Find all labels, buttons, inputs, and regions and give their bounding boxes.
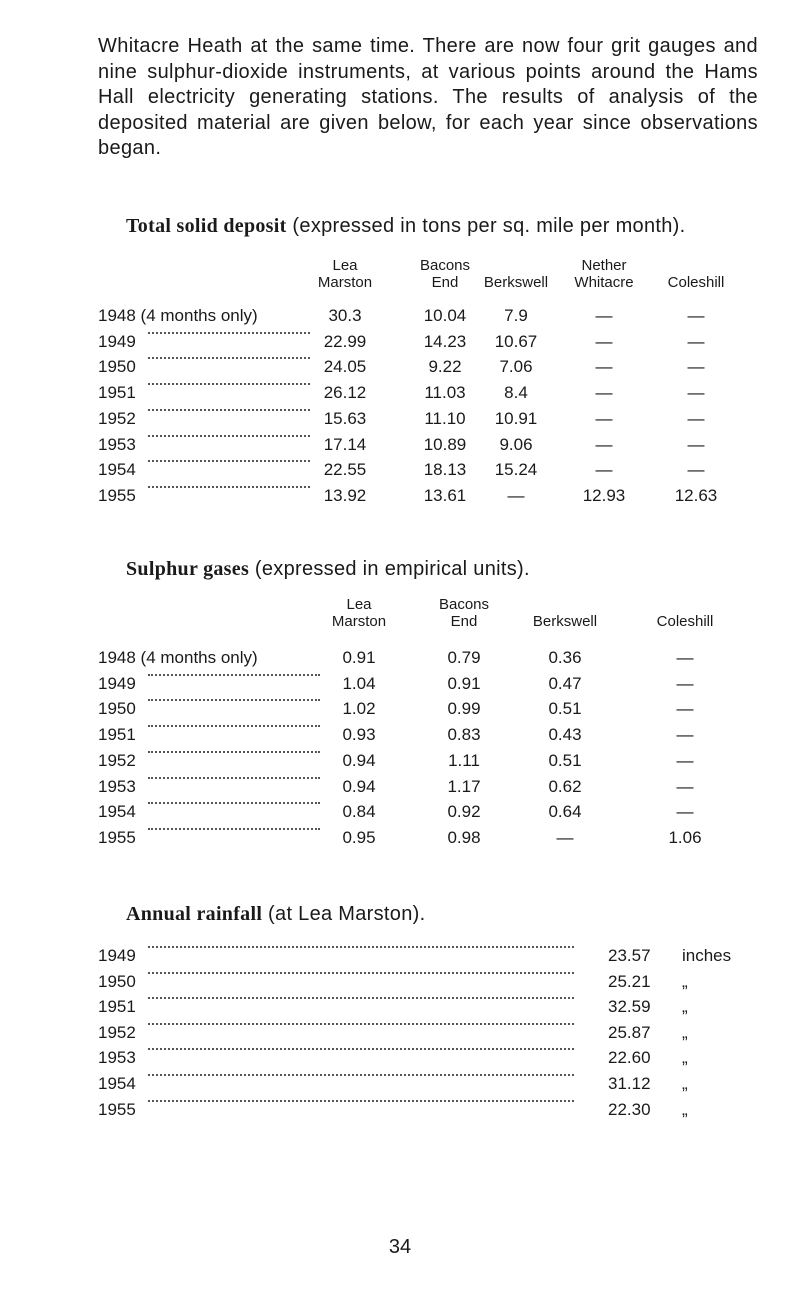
table-row — [98, 1074, 758, 1100]
rainfall-caption-bold: Annual rainfall — [126, 903, 263, 925]
table-cell: 1.06 — [668, 827, 702, 847]
table-cell: 0.91 — [447, 673, 481, 693]
table-cell: — — [507, 485, 525, 505]
row-year: 1950 — [98, 357, 136, 377]
table-cell: — — [687, 383, 705, 403]
table-cell: 26.12 — [323, 383, 367, 403]
dot-leader — [148, 1100, 574, 1102]
table-cell: — — [687, 434, 705, 454]
table-cell: 10.67 — [494, 331, 538, 351]
rainfall-unit: „ — [682, 1022, 688, 1042]
table-cell: 0.99 — [447, 699, 481, 719]
column-header: Bacons End — [419, 257, 471, 291]
table-cell: — — [595, 306, 613, 325]
table-cell: — — [676, 648, 694, 667]
table-row — [98, 1100, 758, 1126]
dot-leader — [148, 357, 310, 359]
table-cell: 13.92 — [323, 485, 367, 505]
table-cell: 0.51 — [548, 699, 582, 719]
table-cell: — — [595, 357, 613, 377]
dot-leader — [148, 383, 310, 385]
table-cell: 30.3 — [328, 306, 362, 325]
rainfall-unit: „ — [682, 1048, 688, 1068]
table-cell: 1.11 — [448, 750, 480, 770]
table-cell: 0.84 — [342, 802, 376, 822]
row-year: 1949 — [98, 331, 136, 351]
table-cell: — — [687, 357, 705, 377]
table-cell: 12.63 — [674, 485, 718, 505]
table-cell: — — [676, 673, 694, 693]
table-cell: 0.79 — [447, 648, 481, 667]
table-row — [98, 725, 758, 751]
table-cell: — — [595, 331, 613, 351]
table-row — [98, 1048, 758, 1074]
table-cell: 12.93 — [582, 485, 626, 505]
table-cell: 22.99 — [323, 331, 367, 351]
row-year: 1952 — [98, 408, 136, 428]
table-row — [98, 486, 758, 512]
table-cell: 0.83 — [447, 725, 481, 745]
table-cell: 10.91 — [494, 408, 538, 428]
row-year: 1948 (4 months only) — [98, 648, 258, 667]
table-cell: — — [687, 331, 705, 351]
table-cell: — — [687, 460, 705, 480]
deposit-caption — [126, 215, 686, 238]
row-year: 1955 — [98, 1099, 136, 1119]
table-cell: 0.91 — [342, 648, 376, 667]
table-row — [98, 699, 758, 725]
table-cell: 0.43 — [548, 725, 582, 745]
table-cell: 11.10 — [424, 408, 466, 428]
table-cell: 14.23 — [423, 331, 467, 351]
intro-paragraph: Whitacre Heath at the same time. There are now four grit gauges and nine sulphur-dioxide instruments, at various points around the Hams Hall electricity generating stations. The results of analysis of the deposited material are given below, for each year since observations began. — [98, 35, 758, 159]
table-cell: — — [676, 750, 694, 770]
table-cell: 24.05 — [323, 357, 367, 377]
table-row — [98, 1023, 758, 1049]
rainfall-unit: „ — [682, 1099, 688, 1119]
page-number: 34 — [388, 1236, 412, 1258]
table-cell: 9.22 — [428, 357, 462, 377]
table-cell: 9.06 — [499, 434, 533, 454]
table-cell: 0.98 — [447, 827, 481, 847]
dot-leader — [148, 972, 574, 974]
table-cell: 0.92 — [447, 802, 481, 822]
table-row — [98, 972, 758, 998]
dot-leader — [148, 725, 320, 727]
table-cell: 0.36 — [548, 648, 582, 667]
dot-leader — [148, 699, 320, 701]
table-row — [98, 751, 758, 777]
row-year: 1954 — [98, 802, 136, 822]
column-header: Berkswell — [532, 613, 598, 630]
dot-leader — [148, 435, 310, 437]
table-cell: — — [595, 460, 613, 480]
table-cell: 0.47 — [548, 673, 582, 693]
table-row — [98, 674, 758, 700]
table-cell: 0.93 — [342, 725, 376, 745]
deposit-caption-bold: Total solid deposit — [126, 215, 287, 237]
sulphur-caption-bold: Sulphur gases — [126, 558, 250, 580]
row-year: 1953 — [98, 1048, 136, 1068]
table-cell: 15.24 — [494, 460, 538, 480]
table-cell: — — [676, 725, 694, 745]
column-header: Nether Whitacre — [574, 257, 634, 291]
column-header: Coleshill — [667, 274, 725, 291]
rainfall-value: 31.12 — [608, 1074, 651, 1093]
rainfall-value: 25.87 — [608, 1022, 651, 1042]
column-header: Berkswell — [483, 274, 549, 291]
table-row — [98, 997, 758, 1023]
dot-leader — [148, 1074, 574, 1076]
dot-leader — [148, 460, 310, 462]
row-year: 1953 — [98, 434, 136, 454]
dot-leader — [148, 751, 320, 753]
row-year: 1955 — [98, 827, 136, 847]
table-cell: 18.13 — [423, 460, 467, 480]
dot-leader — [148, 486, 310, 488]
table-row — [98, 383, 758, 409]
column-header: Coleshill — [656, 613, 714, 630]
rainfall-unit: „ — [682, 997, 688, 1017]
table-cell: 11.03 — [424, 383, 466, 403]
table-cell: 0.62 — [548, 776, 582, 796]
row-year: 1951 — [98, 725, 136, 745]
table-cell: — — [595, 434, 613, 454]
rainfall-unit: „ — [682, 971, 688, 991]
table-cell: 7.9 — [504, 306, 528, 325]
table-cell: 10.89 — [423, 434, 467, 454]
row-year: 1954 — [98, 1074, 136, 1093]
table-row — [98, 409, 758, 435]
row-year: 1955 — [98, 485, 136, 505]
dot-leader — [148, 828, 320, 830]
dot-leader — [148, 674, 320, 676]
row-year: 1950 — [98, 699, 136, 719]
table-cell: 0.94 — [342, 750, 376, 770]
row-year: 1951 — [98, 383, 136, 403]
row-year: 1948 (4 months only) — [98, 306, 258, 325]
sulphur-caption-rest: (expressed in empirical units). — [249, 558, 530, 580]
table-row — [98, 357, 758, 383]
table-cell: — — [687, 408, 705, 428]
table-row — [98, 777, 758, 803]
row-year: 1952 — [98, 750, 136, 770]
sulphur-caption — [126, 558, 530, 581]
column-header: Bacons End — [438, 596, 490, 630]
row-year: 1951 — [98, 997, 136, 1017]
row-year: 1949 — [98, 673, 136, 693]
dot-leader — [148, 777, 320, 779]
deposit-caption-rest: (expressed in tons per sq. mile per month). — [286, 215, 686, 237]
dot-leader — [148, 332, 310, 334]
row-year: 1950 — [98, 971, 136, 991]
table-cell: — — [595, 383, 613, 403]
table-row — [98, 306, 758, 332]
table-cell: 1.17 — [447, 776, 481, 796]
table-row — [98, 828, 758, 854]
table-cell: — — [676, 802, 694, 822]
table-cell: 0.94 — [342, 776, 376, 796]
table-cell: — — [687, 306, 705, 325]
table-cell: 0.64 — [548, 802, 582, 822]
table-cell: — — [676, 776, 694, 796]
table-row — [98, 435, 758, 461]
rainfall-value: 23.57 — [608, 946, 651, 965]
dot-leader — [148, 409, 310, 411]
table-cell: 13.61 — [423, 485, 467, 505]
rainfall-value: 32.59 — [608, 997, 651, 1017]
rainfall-unit: „ — [682, 1074, 688, 1093]
table-cell: 15.63 — [323, 408, 367, 428]
row-year: 1949 — [98, 946, 136, 965]
table-row — [98, 460, 758, 486]
dot-leader — [148, 946, 574, 948]
rainfall-caption-rest: (at Lea Marston). — [262, 903, 426, 925]
table-cell: 22.55 — [323, 460, 367, 480]
table-cell: 10.04 — [423, 306, 467, 325]
row-year: 1952 — [98, 1022, 136, 1042]
row-year: 1953 — [98, 776, 136, 796]
table-row — [98, 332, 758, 358]
column-header: Lea Marston — [331, 596, 387, 630]
table-cell: 17.14 — [323, 434, 367, 454]
rainfall-value: 22.60 — [608, 1048, 651, 1068]
table-cell: 1.04 — [342, 673, 376, 693]
table-cell: — — [676, 699, 694, 719]
dot-leader — [148, 1023, 574, 1025]
rainfall-value: 22.30 — [608, 1099, 651, 1119]
column-header: Lea Marston — [317, 257, 373, 291]
table-cell: — — [556, 827, 574, 847]
rainfall-caption — [126, 903, 425, 926]
table-cell: — — [595, 408, 613, 428]
table-cell: 0.51 — [548, 750, 582, 770]
rainfall-unit: inches — [682, 946, 732, 965]
row-year: 1954 — [98, 460, 136, 480]
rainfall-value: 25.21 — [608, 971, 651, 991]
dot-leader — [148, 802, 320, 804]
table-cell: 0.95 — [342, 827, 376, 847]
table-cell: 7.06 — [499, 357, 533, 377]
table-cell: 8.4 — [504, 383, 528, 403]
table-row — [98, 946, 758, 972]
table-cell: 1.02 — [342, 699, 376, 719]
table-row — [98, 648, 758, 674]
dot-leader — [148, 997, 574, 999]
dot-leader — [148, 1048, 574, 1050]
table-row — [98, 802, 758, 828]
